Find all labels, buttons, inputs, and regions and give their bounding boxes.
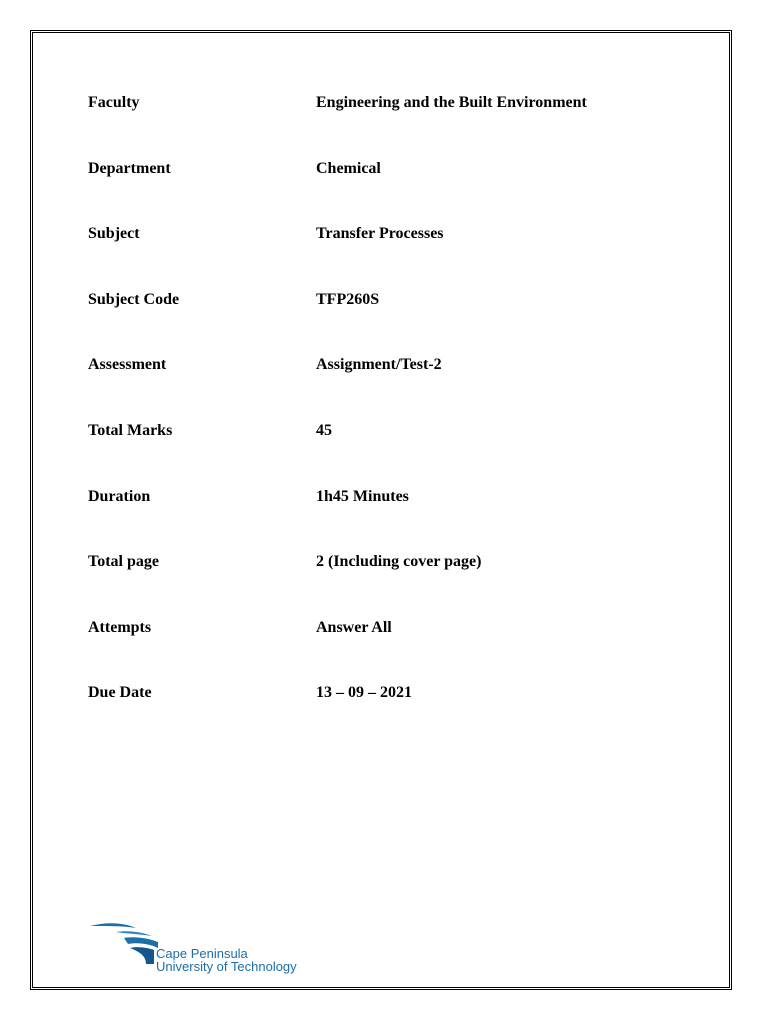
info-value: Transfer Processes xyxy=(316,225,444,243)
info-label: Subject Code xyxy=(88,290,180,308)
info-label: Attempts xyxy=(88,618,152,636)
cover-info-table xyxy=(88,84,688,740)
info-label: Department xyxy=(88,159,171,177)
info-label: Total page xyxy=(88,553,159,571)
info-row-subject xyxy=(88,215,688,281)
info-label: Duration xyxy=(88,487,151,505)
info-row-total-page xyxy=(88,543,688,609)
info-row-attempts xyxy=(88,609,688,675)
info-row-department xyxy=(88,150,688,216)
logo-line-1: Cape Peninsula xyxy=(156,946,248,961)
info-value: TFP260S xyxy=(316,290,380,308)
logo-wordmark xyxy=(156,947,297,973)
info-row-duration xyxy=(88,478,688,544)
info-value: 2 (Including cover page) xyxy=(316,553,482,571)
info-value: 45 xyxy=(316,421,332,439)
info-value: Chemical xyxy=(316,159,381,177)
info-row-subject-code xyxy=(88,281,688,347)
info-label: Due Date xyxy=(88,684,152,702)
info-value: Answer All xyxy=(316,618,392,636)
info-value: Assignment/Test-2 xyxy=(316,356,442,374)
info-value: Engineering and the Built Environment xyxy=(316,94,587,111)
info-label: Faculty xyxy=(88,94,140,111)
info-row-total-marks xyxy=(88,412,688,478)
info-row-due-date xyxy=(88,674,688,740)
info-row-faculty xyxy=(88,84,688,150)
info-label: Total Marks xyxy=(88,421,173,439)
info-value: 13 – 09 – 2021 xyxy=(316,684,412,702)
info-value: 1h45 Minutes xyxy=(316,487,409,505)
info-label: Subject xyxy=(88,225,140,243)
university-logo xyxy=(88,920,388,980)
info-row-assessment xyxy=(88,346,688,412)
info-label: Assessment xyxy=(88,356,167,374)
logo-line-2: University of Technology xyxy=(156,959,297,974)
